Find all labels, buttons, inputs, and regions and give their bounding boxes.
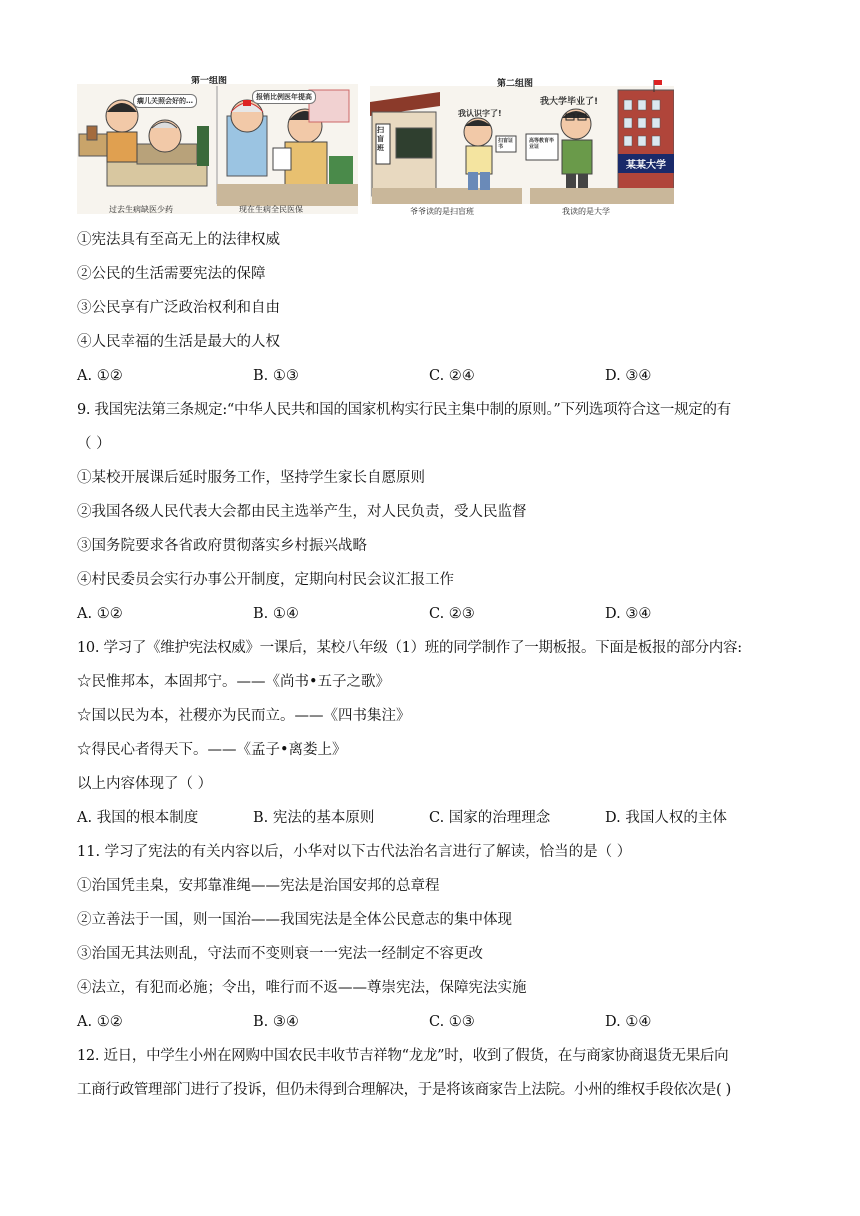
q11-option-a: A. ①② xyxy=(77,1014,123,1030)
q8-item-3: ③公民享有广泛政治权利和自由 xyxy=(77,300,280,316)
q8-option-c: C. ②④ xyxy=(429,368,475,384)
q11-item-3: ③治国无其法则乱，守法而不变则衰一一宪法一经制定不容更改 xyxy=(77,946,483,962)
cartoon-group-2-drawing xyxy=(370,76,674,218)
q8-item-4: ④人民幸福的生活是最大的人权 xyxy=(77,334,280,350)
q9-item-3: ③国务院要求各省政府贯彻落实乡村振兴战略 xyxy=(77,538,367,554)
q12-stem-line-2: 工商行政管理部门进行了投诉，但仍未得到合理解决，于是将该商家告上法院。小州的维权手段依次是( ) xyxy=(77,1082,732,1098)
q10-option-a: A. 我国的根本制度 xyxy=(77,810,199,826)
figure-1-caption-right: 现在生病全民医保 xyxy=(239,205,303,214)
figure-2-caption-right: 我读的是大学 xyxy=(562,207,610,216)
q9-item-2: ②我国各级人民代表大会都由民主选举产生，对人民负责，受人民监督 xyxy=(77,504,527,520)
q10-quote-1: ☆民惟邦本，本固邦宁。——《尚书•五子之歌》 xyxy=(77,674,391,690)
figure-2-speech-right: 我大学毕业了! xyxy=(540,97,599,107)
q11-option-c: C. ①③ xyxy=(429,1014,475,1030)
q9-item-4: ④村民委员会实行办事公开制度，定期向村民会议汇报工作 xyxy=(77,572,454,588)
q9-option-c: C. ②③ xyxy=(429,606,475,622)
q10-quote-3: ☆得民心者得天下。——《孟子•离娄上》 xyxy=(77,742,347,758)
q10-option-b: B. 宪法的基本原则 xyxy=(253,810,375,826)
figure-2-title: 第二组图 xyxy=(497,79,534,89)
q10-quote-2: ☆国以民为本，社稷亦为民而立。——《四书集注》 xyxy=(77,708,411,724)
q9-item-1: ①某校开展课后延时服务工作，坚持学生家长自愿原则 xyxy=(77,470,425,486)
q11-item-2: ②立善法于一国，则一国治——我国宪法是全体公民意志的集中体现 xyxy=(77,912,512,928)
q9-option-d: D. ③④ xyxy=(605,606,652,622)
figure-1-bubble-left: 瘸儿关照会好的… xyxy=(133,94,197,108)
cartoon-group-2 xyxy=(370,76,674,218)
q11-item-1: ①治国凭圭臬，安邦靠准绳——宪法是治国安邦的总章程 xyxy=(77,878,440,894)
q9-answer-blank: （ ） xyxy=(77,436,111,452)
q8-item-1: ①宪法具有至高无上的法律权威 xyxy=(77,232,280,248)
q10-ask: 以上内容体现了（ ） xyxy=(77,776,213,792)
figure-1-bubble-right: 报销比例医年提高 xyxy=(252,90,316,104)
q8-item-2: ②公民的生活需要宪法的保障 xyxy=(77,266,266,282)
figure-2-school-sign: 扫盲班 xyxy=(377,126,384,152)
q9-option-b: B. ①④ xyxy=(253,606,299,622)
figure-2-certificate-left: 扫盲证书 xyxy=(498,138,514,150)
q12-stem-line-1: 12. 近日，中学生小州在网购中国农民丰收节吉祥物“龙龙”时，收到了假货，在与商家协商退货无果后向 xyxy=(77,1048,729,1064)
figure-1-title: 第一组图 xyxy=(191,76,228,86)
figure-2-university-sign: 某某大学 xyxy=(618,154,674,173)
figure-2-caption-left: 爷爷读的是扫盲班 xyxy=(410,207,474,216)
cartoon-group-1 xyxy=(77,76,358,216)
figure-2-certificate-right: 高等教育毕业证 xyxy=(529,138,555,150)
q8-option-b: B. ①③ xyxy=(253,368,299,384)
q9-stem: 9. 我国宪法第三条规定:“中华人民共和国的国家机构实行民主集中制的原则。”下列选项符合这一规定的有 xyxy=(77,402,731,418)
q8-option-d: D. ③④ xyxy=(605,368,652,384)
q9-option-a: A. ①② xyxy=(77,606,123,622)
figure-2-speech-left: 我认识字了! xyxy=(458,109,502,118)
q11-option-d: D. ①④ xyxy=(605,1014,652,1030)
q11-option-b: B. ③④ xyxy=(253,1014,299,1030)
q11-stem: 11. 学习了宪法的有关内容以后，小华对以下古代法治名言进行了解读，恰当的是（ ） xyxy=(77,844,632,860)
q10-stem: 10. 学习了《维护宪法权威》一课后，某校八年级（1）班的同学制作了一期板报。下面是板报的部分内容: xyxy=(77,640,742,656)
q11-item-4: ④法立，有犯而必施；令出，唯行而不返——尊崇宪法，保障宪法实施 xyxy=(77,980,527,996)
q10-option-d: D. 我国人权的主体 xyxy=(605,810,727,826)
q10-option-c: C. 国家的治理理念 xyxy=(429,810,551,826)
q8-option-a: A. ①② xyxy=(77,368,123,384)
figure-1-caption-left: 过去生病缺医少药 xyxy=(109,205,173,214)
